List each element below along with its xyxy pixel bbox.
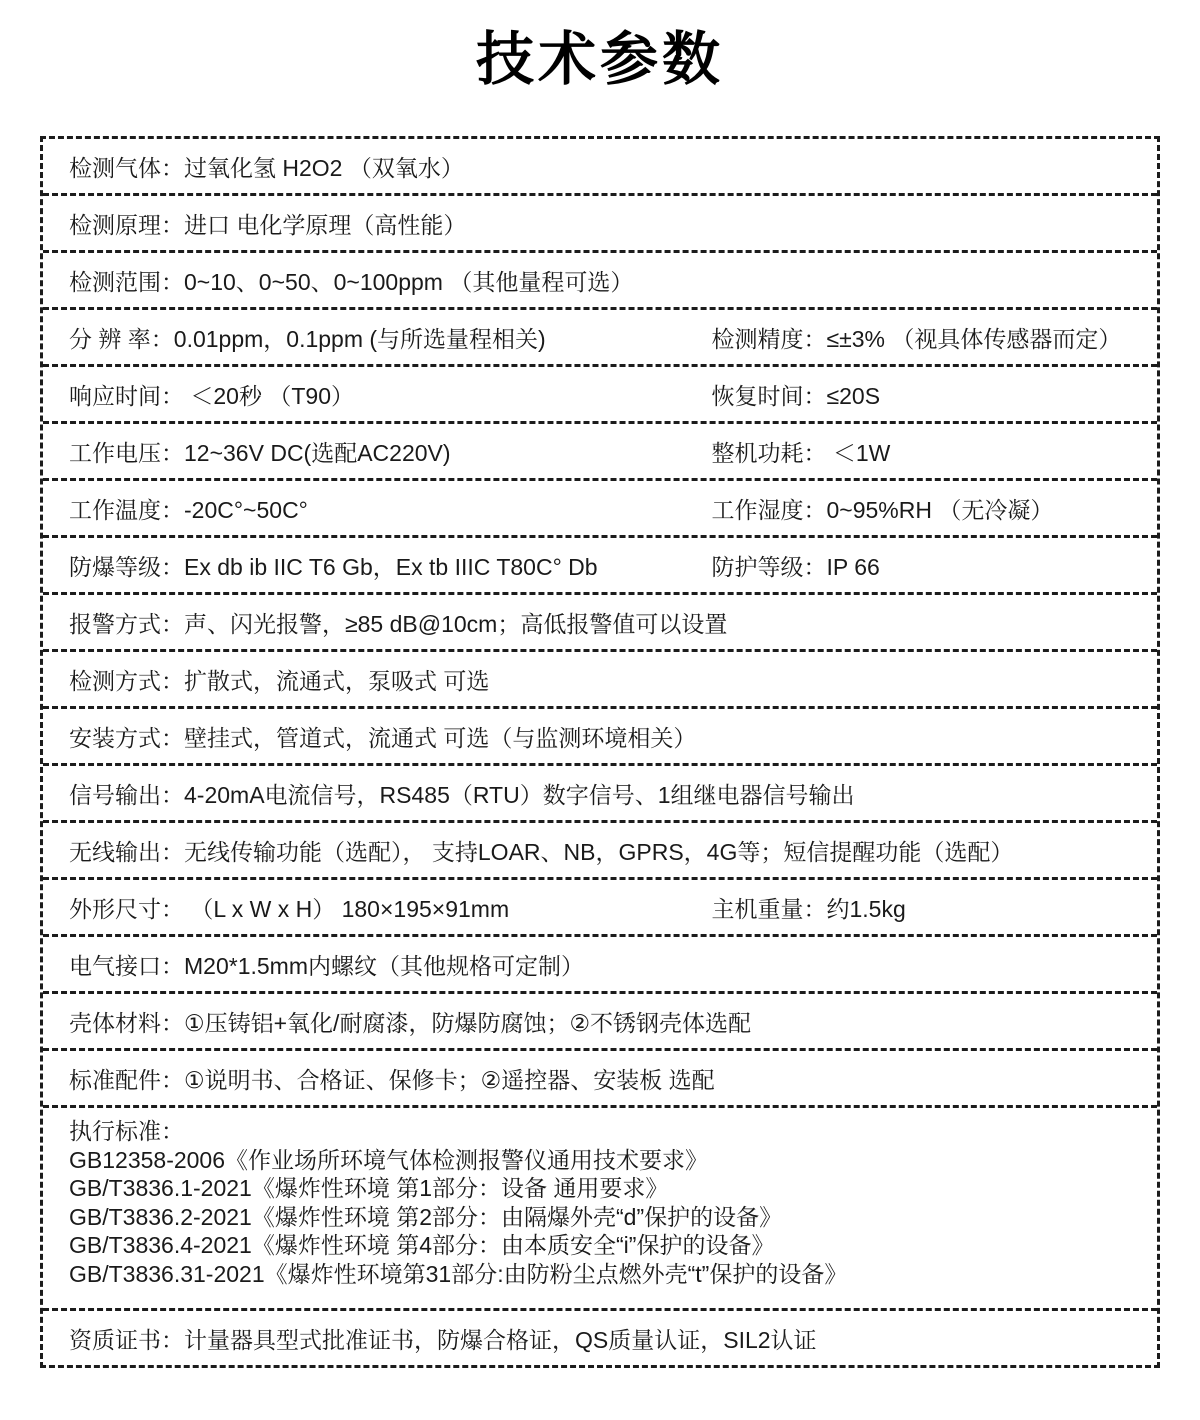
- spec-row-housing-material: [43, 994, 1157, 1051]
- spec-text-alarm-mode: 报警方式：声、闪光报警，≥85 dB@10cm；高低报警值可以设置: [69, 610, 728, 637]
- spec-row-electrical-interface: [43, 937, 1157, 994]
- standard-line-gbt3836-1: GB/T3836.1-2021《爆炸性环境 第1部分：设备 通用要求》: [69, 1175, 669, 1201]
- spec-text-resolution: 分 辨 率：0.01ppm，0.1ppm (与所选量程相关): [69, 325, 546, 352]
- standards-heading: 执行标准：: [69, 1118, 184, 1144]
- spec-row-detected-gas: [43, 139, 1157, 196]
- spec-text-detected-gas: 检测气体：过氧化氢 H2O2 （双氧水）: [69, 154, 464, 181]
- spec-row-resolution-accuracy: [43, 310, 1157, 367]
- spec-text-response-time: 响应时间： ＜20秒 （T90）: [69, 382, 354, 409]
- spec-text-accuracy: 检测精度：≤±3% （视具体传感器而定）: [711, 325, 1122, 352]
- spec-text-working-humidity: 工作湿度：0~95%RH （无冷凝）: [711, 496, 1054, 523]
- spec-row-standard-accessories: [43, 1051, 1157, 1108]
- spec-row-range: [43, 253, 1157, 310]
- spec-text-working-temperature: 工作温度：-20C°~50C°: [69, 496, 308, 523]
- spec-row-wireless-output: [43, 823, 1157, 880]
- spec-text-signal-output: 信号输出：4-20mA电流信号，RS485（RTU）数字信号、1组继电器信号输出: [69, 781, 855, 808]
- spec-row-installation: [43, 709, 1157, 766]
- standard-line-gbt3836-2: GB/T3836.2-2021《爆炸性环境 第2部分：由隔爆外壳“d”保护的设备》: [69, 1203, 783, 1230]
- spec-text-range: 检测范围：0~10、0~50、0~100ppm （其他量程可选）: [69, 268, 634, 295]
- spec-row-voltage-power: [43, 424, 1157, 481]
- spec-text-weight: 主机重量：约1.5kg: [711, 895, 906, 922]
- spec-row-executive-standards: [43, 1108, 1157, 1311]
- spec-row-certificates: [43, 1311, 1157, 1365]
- spec-text-electrical-interface: 电气接口：M20*1.5mm内螺纹（其他规格可定制）: [69, 952, 584, 979]
- spec-row-principle: [43, 196, 1157, 253]
- spec-row-dimensions-weight: [43, 880, 1157, 937]
- spec-row-response-recovery: [43, 367, 1157, 424]
- standard-line-gb12358: GB12358-2006《作业场所环境气体检测报警仪通用技术要求》: [69, 1146, 709, 1173]
- spec-text-protection-grade: 防护等级：IP 66: [711, 553, 880, 580]
- spec-text-recovery-time: 恢复时间：≤20S: [711, 382, 881, 409]
- standard-line-gbt3836-31: GB/T3836.31-2021《爆炸性环境第31部分:由防粉尘点燃外壳“t”保护的设备》: [69, 1260, 848, 1287]
- spec-row-signal-output: [43, 766, 1157, 823]
- spec-text-detection-mode: 检测方式：扩散式，流通式，泵吸式 可选: [69, 667, 490, 694]
- spec-row-temperature-humidity: [43, 481, 1157, 538]
- page-title: 技术参数: [475, 27, 724, 92]
- spec-row-alarm-mode: [43, 595, 1157, 652]
- spec-text-certificates: 资质证书：计量器具型式批准证书，防爆合格证，QS质量认证，SIL2认证: [69, 1326, 817, 1353]
- spec-text-power-consumption: 整机功耗： ＜1W: [711, 439, 891, 466]
- spec-table: [40, 136, 1160, 1368]
- spec-text-dimensions: 外形尺寸： （L x W x H） 180×195×91mm: [69, 895, 510, 922]
- spec-text-installation: 安装方式：壁挂式，管道式，流通式 可选（与监测环境相关）: [69, 724, 697, 751]
- spec-text-principle: 检测原理：进口 电化学原理（高性能）: [69, 211, 467, 238]
- spec-row-explosionproof-ip: [43, 538, 1157, 595]
- spec-text-explosionproof-grade: 防爆等级：Ex db ib IIC T6 Gb，Ex tb IIIC T80C° Db: [69, 553, 598, 580]
- standard-line-gbt3836-4: GB/T3836.4-2021《爆炸性环境 第4部分：由本质安全“i”保护的设备》: [69, 1232, 775, 1258]
- spec-text-housing-material: 壳体材料：①压铸铝+氧化/耐腐漆，防爆防腐蚀；②不锈钢壳体选配: [69, 1009, 752, 1036]
- spec-text-wireless-output: 无线输出：无线传输功能（选配）， 支持LOAR、NB，GPRS，4G等；短信提醒功能（选配）: [69, 838, 1014, 865]
- spec-text-working-voltage: 工作电压：12~36V DC(选配AC220V): [69, 439, 451, 466]
- spec-row-detection-mode: [43, 652, 1157, 709]
- spec-text-standard-accessories: 标准配件：①说明书、合格证、保修卡；②遥控器、安装板 选配: [69, 1066, 715, 1093]
